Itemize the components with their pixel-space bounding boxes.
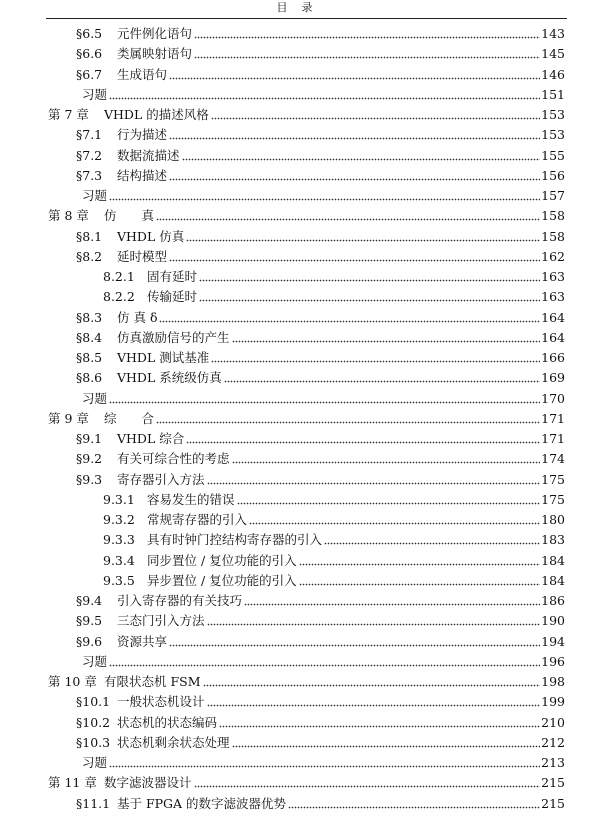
toc-entry-number: 第 9 章 xyxy=(48,410,89,426)
dot-leader xyxy=(109,765,540,768)
toc-entry-title: 生成语句 xyxy=(117,66,168,82)
toc-entry-page: 153 xyxy=(541,127,565,143)
toc-entry-page: 196 xyxy=(541,653,565,669)
toc-entry[interactable] xyxy=(76,306,565,326)
toc-entry[interactable] xyxy=(48,204,565,224)
toc-entry[interactable] xyxy=(76,427,565,447)
toc-entry-number: 第 7 章 xyxy=(48,107,89,122)
toc-entry-number: §6.7 xyxy=(76,66,103,82)
toc-entry-page: 171 xyxy=(541,431,565,446)
toc-entry-page: 157 xyxy=(541,188,565,203)
toc-entry-page: 174 xyxy=(541,451,565,467)
toc-entry-page: 169 xyxy=(541,370,565,386)
toc-entry-title: 结构描述 xyxy=(117,167,168,183)
toc-entry-page: 199 xyxy=(541,694,565,710)
toc-entry-page: 166 xyxy=(541,350,565,365)
toc-entry-number: §6.6 xyxy=(76,46,103,62)
toc-entry[interactable] xyxy=(48,407,565,427)
toc-entry-page: 180 xyxy=(541,512,565,527)
dot-leader xyxy=(186,441,540,444)
toc-entry[interactable] xyxy=(76,42,565,62)
toc-entry-title: 数字滤波器设计 xyxy=(104,775,192,791)
toc-entry-title: 数据流描述 xyxy=(117,147,180,163)
toc-entry-title: VHDL 综合 xyxy=(117,431,185,446)
toc-entry[interactable] xyxy=(76,63,565,83)
toc-entry-title: 习题 xyxy=(82,86,108,102)
dot-leader xyxy=(211,117,540,120)
toc-entry[interactable] xyxy=(82,751,565,771)
toc-entry-title: 寄存器引入方法 xyxy=(117,471,205,487)
toc-entry-page: 151 xyxy=(541,86,565,102)
toc-entry-number: §8.4 xyxy=(76,329,103,345)
toc-entry-title: VHDL 仿真 xyxy=(117,228,185,244)
dot-leader xyxy=(244,603,540,606)
toc-entry[interactable] xyxy=(48,670,565,690)
toc-entry-number: §7.2 xyxy=(76,147,103,163)
toc-entry[interactable] xyxy=(76,245,565,265)
page-header xyxy=(0,0,589,17)
toc-entry-title: 异步置位 / 复位功能的引入 xyxy=(147,572,297,588)
toc-entry[interactable] xyxy=(76,690,565,710)
toc-entry[interactable] xyxy=(76,225,565,245)
toc-entry-number: 8.2.1 xyxy=(103,269,135,284)
toc-entry-number: §7.1 xyxy=(76,127,103,143)
toc-entry-number: 9.3.3 xyxy=(103,532,135,548)
toc-entry-page: 198 xyxy=(541,674,565,689)
toc-entry-page: 212 xyxy=(541,734,565,750)
dot-leader xyxy=(169,77,540,80)
toc-entry-number: §9.1 xyxy=(76,431,103,446)
toc-entry-page: 186 xyxy=(541,593,565,608)
toc-entry-title: 习题 xyxy=(82,755,108,770)
toc-entry[interactable] xyxy=(76,346,565,366)
dot-leader xyxy=(324,542,540,545)
toc-entry[interactable] xyxy=(76,366,565,386)
toc-entry-number: §9.4 xyxy=(76,593,103,608)
dot-leader xyxy=(109,664,540,667)
toc-entry[interactable] xyxy=(48,103,565,123)
toc-entry-number: §8.2 xyxy=(76,248,103,264)
toc-entry[interactable] xyxy=(76,22,565,42)
toc-entry-title: 有关可综合性的考虑 xyxy=(117,451,230,467)
toc-entry-page: 145 xyxy=(541,46,565,62)
toc-entry-number: §10.1 xyxy=(76,694,111,710)
toc-entry-title: 固有延时 xyxy=(147,269,198,284)
toc-entry-title: 元件例化语句 xyxy=(117,26,193,41)
toc-entry-page: 158 xyxy=(541,228,565,244)
toc-entry-number: §7.3 xyxy=(76,167,103,183)
toc-entry[interactable] xyxy=(103,285,565,305)
toc-entry-title: 具有时钟门控结构寄存器的引入 xyxy=(147,532,323,548)
toc-entry-title: 习题 xyxy=(82,188,108,203)
dot-leader xyxy=(159,320,540,323)
dot-leader xyxy=(288,806,540,809)
toc-entry-number: §9.3 xyxy=(76,471,103,487)
toc-entry-page: 153 xyxy=(541,107,565,122)
toc-entry-title: 引入寄存器的有关技巧 xyxy=(117,593,243,608)
toc-entry-page: 171 xyxy=(541,410,565,426)
toc-entry-number: 第 8 章 xyxy=(48,208,89,224)
toc-entry[interactable] xyxy=(76,589,565,609)
toc-entry-title: 行为描述 xyxy=(117,127,168,143)
toc-entry-number: 第 11 章 xyxy=(48,775,97,791)
toc-entry[interactable] xyxy=(103,528,565,548)
toc-entry-page: 146 xyxy=(541,66,565,82)
toc-entry-title: 资源共享 xyxy=(117,633,168,649)
toc-entry-title: 一般状态机设计 xyxy=(117,694,205,710)
toc-entry-title: 习题 xyxy=(82,653,108,669)
toc-entry-page: 183 xyxy=(541,532,565,548)
toc-entry-page: 158 xyxy=(541,208,565,224)
dot-leader xyxy=(194,785,541,788)
toc-entry-number: §10.2 xyxy=(76,714,111,730)
dot-leader xyxy=(219,725,540,728)
dot-leader xyxy=(237,502,541,505)
toc-entry[interactable] xyxy=(76,609,565,629)
toc-entry-title: 仿 真 xyxy=(104,208,155,224)
dot-leader xyxy=(156,421,540,424)
toc-entry-page: 164 xyxy=(541,309,565,325)
dot-leader xyxy=(169,137,540,140)
toc-entry-title: 有限状态机 FSM xyxy=(104,674,201,689)
dot-leader xyxy=(207,623,541,626)
toc-entry-page: 184 xyxy=(541,552,565,568)
page-title: 目录 xyxy=(276,1,327,14)
toc-entry[interactable] xyxy=(82,83,565,103)
toc-entry[interactable] xyxy=(82,184,565,204)
dot-leader xyxy=(169,644,540,647)
dot-leader xyxy=(207,482,541,485)
toc-entry-title: 综 合 xyxy=(104,410,155,426)
dot-leader xyxy=(169,259,540,262)
dot-leader xyxy=(109,97,540,100)
toc-entry-number: §8.6 xyxy=(76,370,103,386)
toc-entry-number: 9.3.4 xyxy=(103,552,135,568)
dot-leader xyxy=(169,178,540,181)
toc-entry[interactable] xyxy=(103,488,565,508)
toc-entry-number: §11.1 xyxy=(76,795,111,811)
toc-entry[interactable] xyxy=(76,711,565,731)
toc-entry-title: 状态机剩余状态处理 xyxy=(117,734,230,750)
toc-entry[interactable] xyxy=(103,549,565,569)
toc-entry-number: §6.5 xyxy=(76,26,103,41)
toc-entry[interactable] xyxy=(76,326,565,346)
toc-entry[interactable] xyxy=(76,630,565,650)
dot-leader xyxy=(211,360,540,363)
toc-entry-page: 190 xyxy=(541,613,565,629)
toc-entry-page: 210 xyxy=(541,714,565,730)
toc-entry-page: 164 xyxy=(541,329,565,345)
dot-leader xyxy=(156,218,540,221)
toc-entry-page: 143 xyxy=(541,26,565,41)
dot-leader xyxy=(199,279,540,282)
toc-entry-title: VHDL 的描述风格 xyxy=(104,107,209,122)
dot-leader xyxy=(194,56,540,59)
dot-leader xyxy=(109,401,540,404)
dot-leader xyxy=(232,745,541,748)
toc-entry-title: 容易发生的错误 xyxy=(147,491,235,507)
dot-leader xyxy=(199,299,540,302)
toc-entry-title: 类属映射语句 xyxy=(117,46,193,62)
toc-entry-page: 175 xyxy=(541,491,565,507)
toc-entry-number: §9.2 xyxy=(76,451,103,467)
dot-leader xyxy=(203,684,541,687)
toc-entry[interactable] xyxy=(76,792,565,812)
toc-entry-page: 215 xyxy=(541,795,565,811)
toc-entry[interactable] xyxy=(76,123,565,143)
toc-entry-title: 状态机的状态编码 xyxy=(117,714,218,730)
toc-entry-page: 170 xyxy=(541,390,565,406)
toc-entry-title: VHDL 测试基准 xyxy=(117,350,210,365)
toc-entry-title: 常规寄存器的引入 xyxy=(147,512,248,527)
toc-entry-page: 162 xyxy=(541,248,565,264)
toc-entry[interactable] xyxy=(76,731,565,751)
toc-entry-page: 175 xyxy=(541,471,565,487)
dot-leader xyxy=(109,198,540,201)
toc-entry-number: §8.5 xyxy=(76,350,103,365)
dot-leader xyxy=(249,522,540,525)
toc-entry-page: 213 xyxy=(541,755,565,770)
toc-entry-page: 163 xyxy=(541,269,565,284)
dot-leader xyxy=(186,239,540,242)
toc-entry-number: §10.3 xyxy=(76,734,111,750)
dot-leader xyxy=(207,704,541,707)
toc-entry[interactable] xyxy=(103,569,565,589)
toc-entry-number: 9.3.5 xyxy=(103,572,135,588)
dot-leader xyxy=(182,158,541,161)
toc-entry-page: 155 xyxy=(541,147,565,163)
toc-entry-number: 8.2.2 xyxy=(103,289,135,305)
dot-leader xyxy=(224,380,540,383)
toc-entry-page: 163 xyxy=(541,289,565,305)
toc-entry-title: 习题 xyxy=(82,390,108,406)
toc-entry-number: 9.3.1 xyxy=(103,491,135,507)
toc-entry-number: §9.5 xyxy=(76,613,103,629)
toc-entry[interactable] xyxy=(76,144,565,164)
toc-entry-title: 延时模型 xyxy=(117,248,168,264)
dot-leader xyxy=(232,461,541,464)
toc-entry-title: 仿真激励信号的产生 xyxy=(117,329,230,345)
dot-leader xyxy=(194,36,540,39)
toc-entry-page: 215 xyxy=(541,775,565,791)
toc-entry[interactable] xyxy=(103,265,565,285)
toc-entry-number: §8.1 xyxy=(76,228,103,244)
toc-entry[interactable] xyxy=(76,447,565,467)
toc-entry-number: 第 10 章 xyxy=(48,674,97,689)
toc-entry[interactable] xyxy=(76,468,565,488)
dot-leader xyxy=(299,583,540,586)
toc-entry[interactable] xyxy=(48,771,565,791)
toc-entry-number: 9.3.2 xyxy=(103,512,135,527)
dot-leader xyxy=(232,340,541,343)
toc-entry-title: 传输延时 xyxy=(147,289,198,305)
toc-entry[interactable] xyxy=(82,387,565,407)
toc-entry-page: 184 xyxy=(541,572,565,588)
toc-entry[interactable] xyxy=(103,508,565,528)
toc-entry[interactable] xyxy=(82,650,565,670)
toc-entry-page: 156 xyxy=(541,167,565,183)
dot-leader xyxy=(299,563,540,566)
toc-entry-title: 仿 真 δ xyxy=(117,309,158,325)
toc-entry-title: 三态门引入方法 xyxy=(117,613,205,629)
toc-entry-number: §9.6 xyxy=(76,633,103,649)
toc-entry-title: 基于 FPGA 的数字滤波器优势 xyxy=(117,795,287,811)
toc-entry-page: 194 xyxy=(541,633,565,649)
toc-entry-title: VHDL 系统级仿真 xyxy=(117,370,222,386)
header-rule xyxy=(46,18,567,19)
toc-entry-title: 同步置位 / 复位功能的引入 xyxy=(147,552,297,568)
toc-entry-number: §8.3 xyxy=(76,309,103,325)
toc-entry[interactable] xyxy=(76,164,565,184)
